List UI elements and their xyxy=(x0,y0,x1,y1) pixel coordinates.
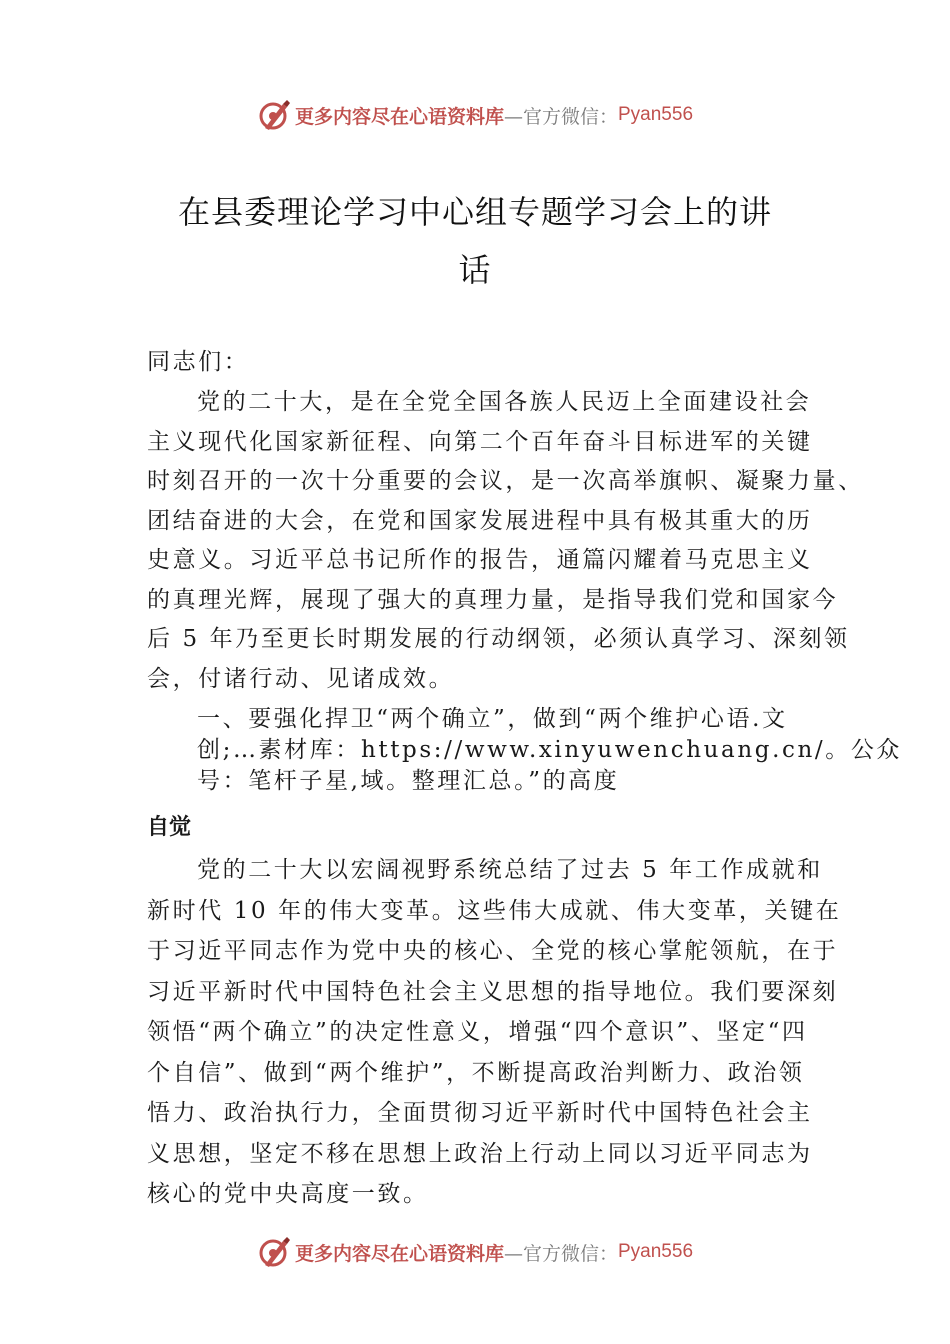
heading-line: 号：笔杆子星,域。整理汇总。”的高度 xyxy=(197,768,620,794)
banner-wechat-label: —官方微信： xyxy=(503,105,618,128)
paragraph-section-1 xyxy=(147,850,847,1215)
paragraph-line: 史意义。习近平总书记所作的报告，通篇闪耀着马克思主义 xyxy=(147,547,813,573)
section-heading-continuation: 自觉 xyxy=(147,815,192,840)
paragraph-intro xyxy=(147,383,864,699)
paragraph-line: 新时代 10 年的伟大变革。这些伟大成就、伟大变革，关键在 xyxy=(147,897,842,924)
greeting xyxy=(147,342,847,382)
banner-wechat-id: Pyan556 xyxy=(618,1241,694,1262)
paragraph-line: 团结奋进的大会，在党和国家发展进程中具有极其重大的历 xyxy=(147,507,813,534)
greeting-text: 同志们： xyxy=(147,349,250,375)
banner-wechat-label: —官方微信： xyxy=(503,1242,618,1265)
title-line: 在县委理论学习中心组专题学习会上的讲 xyxy=(177,193,772,231)
section-heading-1 xyxy=(197,704,903,797)
paragraph-line: 后 5 年乃至更长时期发展的行动纲领，必须认真学习、深刻领 xyxy=(147,626,850,652)
paragraph-line: 主义现代化国家新征程、向第二个百年奋斗目标进军的关键 xyxy=(147,428,813,455)
banner-site-name: 更多内容尽在心语资料库 xyxy=(294,105,504,128)
paragraph-line: 党的二十大以宏阔视野系统总结了过去 5 年工作成就和 xyxy=(197,857,823,883)
paragraph-line: 个自信”、做到“两个维护”，不断提高政治判断力、政治领 xyxy=(147,1059,805,1086)
paragraph-line: 义思想，坚定不移在思想上政治上行动上同以习近平同志为 xyxy=(147,1140,813,1167)
header-watermark-banner xyxy=(0,95,950,135)
paragraph-line: 习近平新时代中国特色社会主义思想的指导地位。我们要深刻 xyxy=(147,978,839,1005)
paragraph-line: 核心的党中央高度一致。 xyxy=(147,1181,429,1207)
paragraph-line: 党的二十大，是在全党全国各族人民迈上全面建设社会 xyxy=(197,389,812,415)
paragraph-line: 时刻召开的一次十分重要的会议，是一次高举旗帜、凝聚力量、 xyxy=(147,468,864,494)
footer-watermark-banner xyxy=(0,1232,950,1272)
heading-line: 一、要强化捍卫“两个确立”，做到“两个维护心语.文 xyxy=(197,706,788,732)
paragraph-line: 领悟“两个确立”的决定性意义，增强“四个意识”、坚定“四 xyxy=(147,1019,808,1045)
document-title xyxy=(145,183,805,299)
paragraph-line: 于习近平同志作为党中央的核心、全党的核心掌舵领航，在于 xyxy=(147,938,839,964)
paragraph-line: 悟力、政治执行力，全面贯彻习近平新时代中国特色社会主 xyxy=(147,1100,813,1126)
pen-logo-icon xyxy=(257,98,291,132)
title-line: 话 xyxy=(458,251,492,289)
paragraph-line: 的真理光辉，展现了强大的真理力量，是指导我们党和国家今 xyxy=(147,586,839,613)
heading-line: 创;…素材库：https://www.xinyuwenchuang.cn/。公众 xyxy=(197,737,903,763)
banner-wechat-id: Pyan556 xyxy=(618,104,694,125)
paragraph-line: 会，付诸行动、见诸成效。 xyxy=(147,665,455,692)
banner-site-name: 更多内容尽在心语资料库 xyxy=(294,1242,504,1265)
pen-logo-icon xyxy=(257,1235,291,1269)
